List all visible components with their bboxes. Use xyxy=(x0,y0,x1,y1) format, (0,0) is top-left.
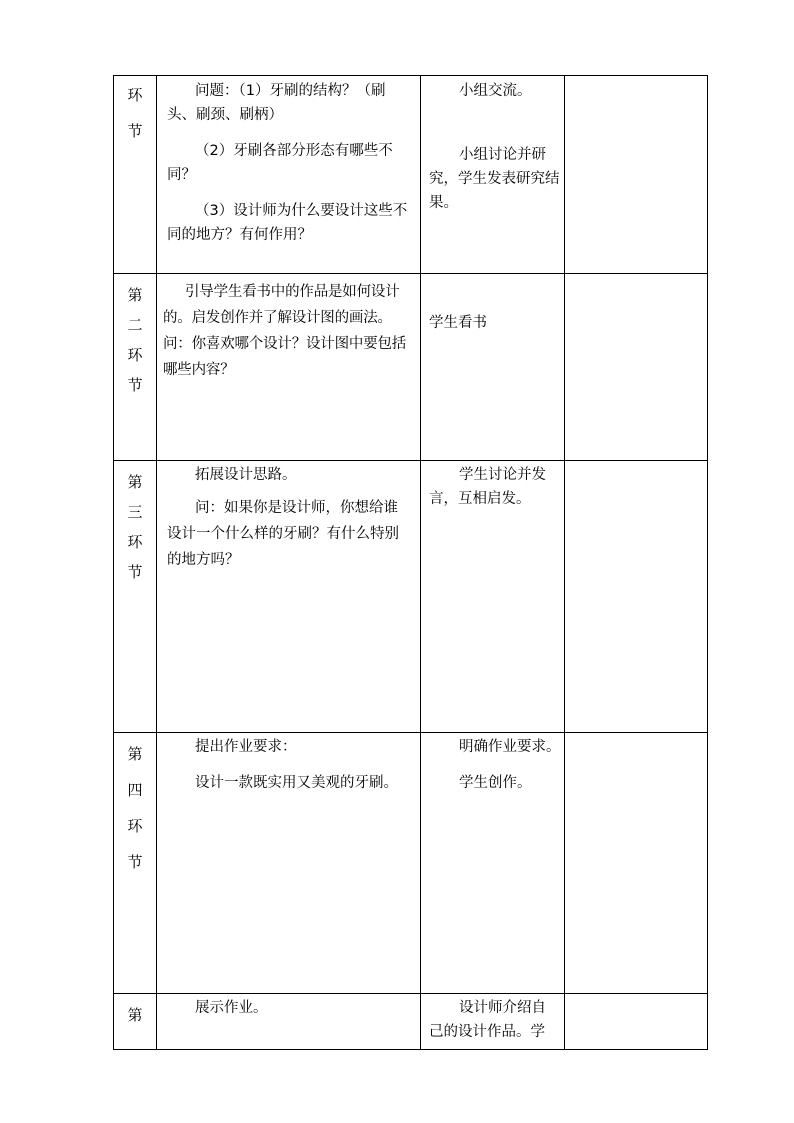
teacher-activity-cell xyxy=(157,274,421,461)
student-text: 学生看书 xyxy=(429,315,487,331)
teacher-text: 设计一款既实用又美观的牙刷。 xyxy=(195,775,398,791)
teacher-text: 问题：（1）牙刷的结构？（刷头、刷颈、刷柄） xyxy=(167,83,386,123)
notes-cell xyxy=(565,994,708,1050)
teacher-activity-cell xyxy=(157,733,421,994)
student-activity-cell xyxy=(421,461,565,733)
teacher-activity-cell xyxy=(157,461,421,733)
teacher-text: 问：如果你是设计师，你想给谁设计一个什么样的牙刷？有什么特别的地方吗？ xyxy=(167,500,399,568)
table-row xyxy=(114,461,708,733)
student-text: 学生讨论并发言，互相启发。 xyxy=(429,467,546,507)
notes-cell xyxy=(565,733,708,994)
stage-cell xyxy=(114,994,157,1050)
teacher-text: 引导学生看书中的作品是如何设计的。启发创作并了解设计图的画法。问：你喜欢哪个设计？设计图中要包括哪些内容？ xyxy=(163,284,407,378)
stage-label: 第 四 环 节 xyxy=(127,745,143,871)
stage-label: 环 节 xyxy=(127,86,143,140)
notes-cell xyxy=(565,461,708,733)
student-text: 设计师介绍自己的设计作品。学 xyxy=(429,1000,546,1040)
teacher-text: （2）牙刷各部分形态有哪些不同？ xyxy=(167,143,393,183)
student-text: 小组讨论并研究，学生发表研究结果。 xyxy=(429,147,560,211)
table-row xyxy=(114,994,708,1050)
table-row xyxy=(114,274,708,461)
student-activity-cell xyxy=(421,274,565,461)
teacher-text: 提出作业要求： xyxy=(195,739,297,755)
stage-label: 第 二 环 节 xyxy=(127,286,143,394)
stage-cell xyxy=(114,274,157,461)
student-text: 学生创作。 xyxy=(459,775,532,791)
stage-cell xyxy=(114,461,157,733)
teacher-text: （3）设计师为什么要设计这些不同的地方？有何作用？ xyxy=(167,203,408,243)
notes-cell xyxy=(565,274,708,461)
lesson-plan-table xyxy=(113,75,708,1050)
student-activity-cell xyxy=(421,76,565,274)
table-row xyxy=(114,76,708,274)
stage-cell xyxy=(114,733,157,994)
teacher-activity-cell xyxy=(157,994,421,1050)
student-activity-cell xyxy=(421,733,565,994)
table-row xyxy=(114,733,708,994)
stage-cell xyxy=(114,76,157,274)
teacher-text: 拓展设计思路。 xyxy=(195,467,297,483)
notes-cell xyxy=(565,76,708,274)
teacher-activity-cell xyxy=(157,76,421,274)
teacher-text: 展示作业。 xyxy=(195,1000,268,1016)
stage-label: 第 xyxy=(127,1006,143,1024)
student-text: 小组交流。 xyxy=(459,83,532,99)
student-activity-cell xyxy=(421,994,565,1050)
student-text: 明确作业要求。 xyxy=(459,739,561,755)
stage-label: 第 三 环 节 xyxy=(127,473,143,581)
